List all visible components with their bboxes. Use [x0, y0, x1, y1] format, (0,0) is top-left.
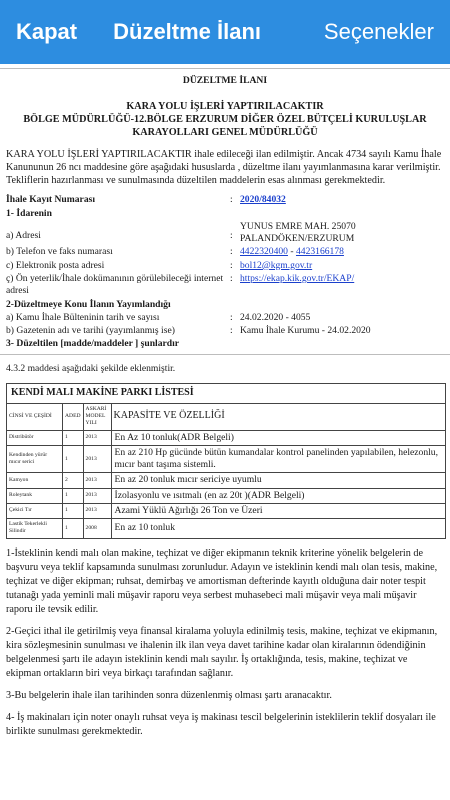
machine-park-table: [6, 383, 446, 538]
cell-year: 2013: [83, 488, 111, 503]
phone-label: b) Telefon ve faks numarası: [6, 246, 113, 258]
cell-type: Distribütör: [7, 430, 63, 445]
organization-block: [6, 101, 444, 139]
notice-document: [0, 64, 450, 800]
colon: :: [230, 272, 233, 284]
cell-type: Çekici Tır: [7, 503, 63, 518]
newspaper-row: [6, 325, 444, 338]
intro-paragraph: KARA YOLU İŞLERİ YAPTIRILACAKTIR ihale edileceği ilan edilmiştir. Ancak 4734 sayılı Kamu İhale Kanununun 26 ncı maddesine göre aşağıdaki hususlarda , düzeltme ilanı yayımlanmasına karar verilmiştir. Tekliflerin hazırlanması ve sunulmasında düzeltilen maddelerin esas alınması gerekmektedir.: [6, 148, 442, 187]
cell-type: Lastik Tekerlekli Silindir: [7, 519, 63, 538]
table-row: [7, 488, 446, 503]
organization-line: KARA YOLU İŞLERİ YAPTIRILACAKTIR: [126, 101, 324, 113]
cell-type: Kendinden yürür mıcır serici: [7, 445, 63, 473]
email-link[interactable]: bol12@kgm.gov.tr: [240, 259, 313, 271]
cell-year: 2013: [83, 503, 111, 518]
bulletin-value: 24.02.2020 - 4055: [240, 311, 311, 323]
machine-table-caption: KENDİ MALI MAKİNE PARKI LİSTESİ: [7, 384, 446, 404]
phone-row: b) Telefon ve faks numarası : 4422320400 - 4423166178: [6, 246, 344, 258]
colon: :: [230, 194, 233, 206]
colon: :: [230, 230, 233, 242]
colon: :: [230, 311, 233, 323]
cell-type: Roleytank: [7, 488, 63, 503]
cell-capacity: En az 20 tonluk mıcır sericiye uyumlu: [111, 473, 445, 488]
header-year: ASKARİ MODEL YILI: [83, 404, 111, 430]
address-row: [6, 220, 444, 246]
cell-count: 1: [63, 445, 84, 473]
colon: :: [230, 259, 233, 271]
header-type: CİNSİ VE ÇEŞİDİ: [7, 404, 63, 430]
top-bar: [0, 0, 450, 64]
web-row: [6, 272, 444, 298]
close-button[interactable]: Kapat: [16, 19, 78, 44]
header-capacity: KAPASİTE VE ÖZELLİĞİ: [111, 404, 445, 430]
cell-capacity: En az 210 Hp gücünde bütün kumandalar kontrol panelinden yapılabilen, helezonlu, mıcır bant taşıma sistemli.: [111, 445, 445, 473]
organization-line: BÖLGE MÜDÜRLÜĞÜ-12.BÖLGE ERZURUM DİĞER ÖZEL BÜTÇELİ KURULUŞLAR: [23, 114, 427, 126]
machine-table-header: [7, 404, 446, 430]
cell-capacity: İzolasyonlu ve ısıtmalı (en az 20t )(ADR Belgeli): [111, 488, 445, 503]
phone-link[interactable]: 4422320400: [240, 246, 288, 258]
amendment-note: 4.3.2 maddesi aşağıdaki şekilde eklenmiştir.: [6, 363, 176, 375]
address-value: YUNUS EMRE MAH. 25070 PALANDÖKEN/ERZURUM: [240, 220, 356, 245]
address-label: a) Adresi: [6, 230, 41, 242]
ekap-link[interactable]: https://ekap.kik.gov.tr/EKAP/: [240, 272, 355, 284]
cell-count: 1: [63, 519, 84, 538]
cell-capacity: En az 10 tonluk: [111, 519, 445, 538]
cell-count: 1: [63, 430, 84, 445]
bulletin-row: [6, 311, 444, 324]
requirement-paragraph-4: 4- İş makinaları için noter onaylı ruhsat veya iş makinası tescil belgelerinin isteklilerin teklif dosyaları ile birlikte sunulması gerekmektedir.: [6, 712, 436, 738]
cell-count: 2: [63, 473, 84, 488]
ikn-label: İhale Kayıt Numarası: [6, 194, 96, 206]
section-2-heading: 2-Düzeltmeye Konu İlanın Yayımlandığı: [6, 298, 171, 310]
cell-count: 1: [63, 503, 84, 518]
ikn-row: [6, 194, 444, 207]
notice-heading: DÜZELTME İLANI: [182, 75, 268, 86]
organization-line: KARAYOLLARI GENEL MÜDÜRLÜĞÜ: [132, 126, 318, 138]
cell-year: 2013: [83, 445, 111, 473]
table-row: [7, 519, 446, 538]
web-label: ç) Ön yeterlik/İhale dokümanının görülebileceği internet adresi: [6, 272, 224, 297]
table-row: [7, 430, 446, 445]
table-row: [7, 503, 446, 518]
divider: [0, 68, 450, 69]
requirement-paragraph-3: 3-Bu belgelerin ihale ilan tarihinden sonra düzenlenmiş olması şartı aranacaktır.: [6, 690, 332, 702]
cell-year: 2013: [83, 473, 111, 488]
newspaper-label: b) Gazetenin adı ve tarihi (yayımlanmış ise): [6, 325, 175, 337]
divider: [0, 354, 450, 355]
colon: :: [230, 246, 233, 258]
page-title: Düzeltme İlanı: [113, 19, 262, 44]
table-row: [7, 473, 446, 488]
requirement-paragraph-2: 2-Geçici ithal ile getirilmiş veya finansal kiralama yoluyla edinilmiş tesis, makine, teçhizat ve ekipmanın, kira sözleşmesinin sunulması ve ihalenin ilk ilan veya davet tarihine kadar olan kiralarının ödendiğinin belgelenmesi şartı ile adayın isteklinin kendi malı sayılır. İş ortaklığında, tesis, makine, teçhizat ve ekipman ortakların biri veya birkaçı tarafından sağlanır.: [6, 625, 438, 680]
tender-info-table: [6, 194, 444, 351]
cell-capacity: En Az 10 tonluk(ADR Belgeli): [111, 430, 445, 445]
email-label: c) Elektronik posta adresi: [6, 259, 105, 271]
fax-link[interactable]: 4423166178: [295, 246, 344, 258]
section-3-heading: 3- Düzeltilen [madde/maddeler ] şunlardır: [6, 338, 180, 350]
section-1-heading: 1- İdarenin: [6, 207, 52, 219]
cell-count: 1: [63, 488, 84, 503]
cell-capacity: Azami Yüklü Ağırlığı 26 Ton ve Üzeri: [111, 503, 445, 518]
cell-type: Kamyon: [7, 473, 63, 488]
email-row: [6, 259, 444, 272]
colon: :: [230, 325, 233, 337]
table-row: [7, 445, 446, 473]
options-button[interactable]: Seçenekler: [323, 19, 434, 44]
newspaper-value: Kamu İhale Kurumu - 24.02.2020: [240, 325, 371, 337]
cell-year: 2013: [83, 430, 111, 445]
cell-year: 2008: [83, 519, 111, 538]
requirement-paragraph-1: 1-İsteklinin kendi malı olan makine, teçhizat ve diğer ekipmanın teknik kriterine yönelik belgelerin de başvuru veya teklif kapsamında sunulması zorunludur. Adayın ve isteklinin kendi malı olan tesis, makine, teçhizat ve diğer ekipman; ruhsat, demirbaş ve amortisman defterinde kayıtlı olduğuna dair noter tespit tutanağı yada yeminli mali müşavir raporu veya serbest muhasebeci mali müşavir veya mali müşavir raporu ile tevsik edilir.: [6, 547, 438, 615]
ikn-link[interactable]: 2020/84032: [240, 194, 286, 206]
header-count: ADED: [63, 404, 84, 430]
bulletin-label: a) Kamu İhale Bülteninin tarih ve sayısı: [6, 311, 160, 323]
